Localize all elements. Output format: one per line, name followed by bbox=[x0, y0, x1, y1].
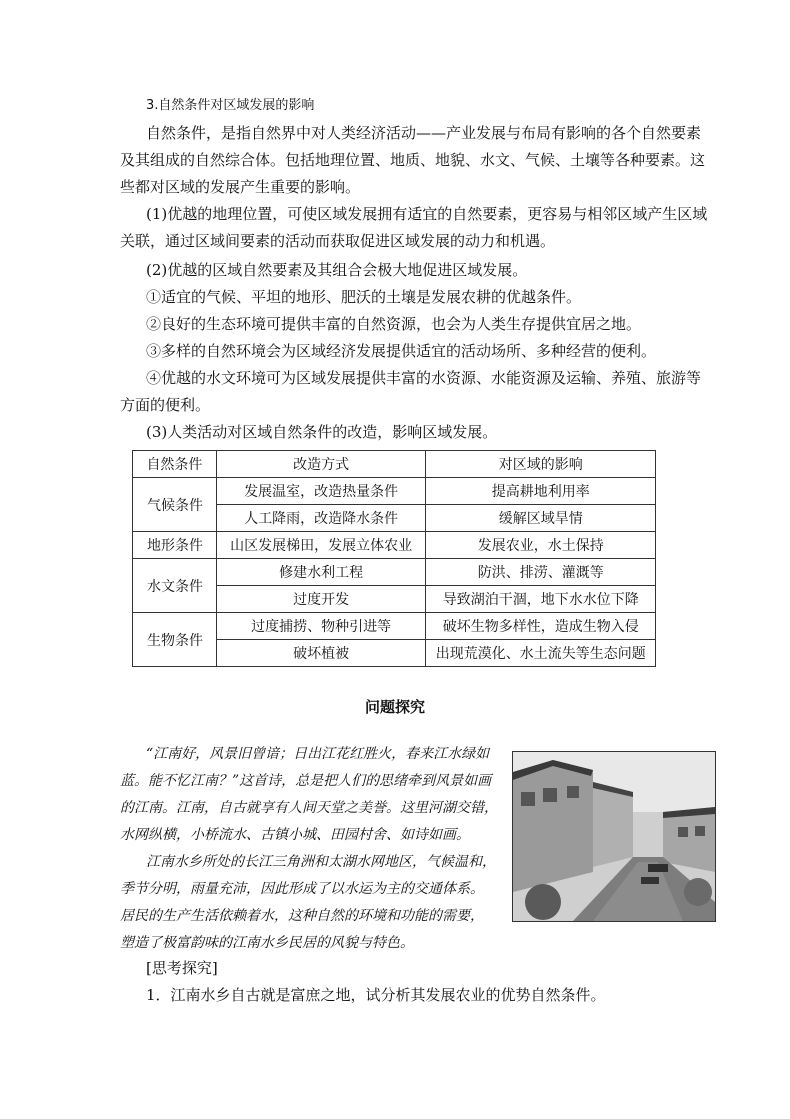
list-item-4-line-1: ④优越的水文环境可为区域发展提供丰富的水资源、水能资源及运输、养殖、旅游等 bbox=[146, 369, 702, 387]
table-row bbox=[133, 478, 656, 505]
intro-line-2: 及其组成的自然综合体。包括地理位置、地质、地貌、水文、气候、土壤等各种要素。这 bbox=[120, 151, 706, 169]
point-3: (3)人类活动对区域自然条件的改造，影响区域发展。 bbox=[146, 423, 498, 441]
story-line: 蓝。能不忆江南？”这首诗，总是把人们的思绪牵到风景如画 bbox=[120, 773, 492, 789]
table-header-row bbox=[133, 451, 656, 478]
list-item: ②良好的生态环境可提供丰富的自然资源，也会为人类生存提供宜居之地。 bbox=[146, 315, 642, 333]
category-cell: 生物条件 bbox=[133, 613, 217, 667]
method-cell: 修建水利工程 bbox=[216, 559, 426, 586]
story-line: 居民的生产生活依赖着水，这种自然的环境和功能的需要， bbox=[120, 908, 484, 924]
story-line: 的江南。江南，自古就享有人间天堂之美誉。这里河湖交错， bbox=[120, 800, 498, 816]
effect-cell: 防洪、排涝、灌溉等 bbox=[426, 559, 656, 586]
story-line: “江南好，风景旧曾谙；日出江花红胜火，春来江水绿如 bbox=[146, 746, 490, 762]
list-item: ③多样的自然环境会为区域经济发展提供适宜的活动场所、多种经营的便利。 bbox=[146, 342, 657, 360]
table-header: 自然条件 bbox=[133, 451, 217, 478]
section-heading: 3.自然条件对区域发展的影响 bbox=[146, 98, 315, 113]
effect-cell: 发展农业，水土保持 bbox=[426, 532, 656, 559]
story-line: 水网纵横，小桥流水、古镇小城、田园村舍、如诗如画。 bbox=[120, 827, 470, 843]
list-item: ①适宜的气候、平坦的地形、肥沃的土壤是发展农耕的优越条件。 bbox=[146, 288, 582, 306]
point-1-line-1: (1)优越的地理位置，可使区域发展拥有适宜的自然要素，更容易与相邻区域产生区域 bbox=[146, 205, 708, 223]
think-label: [思考探究] bbox=[146, 959, 218, 977]
water-town-illustration bbox=[513, 752, 715, 921]
method-cell: 人工降雨，改造降水条件 bbox=[216, 505, 426, 532]
story-line: 江南水乡所处的长江三角洲和太湖水网地区，气候温和， bbox=[146, 854, 496, 870]
water-town-photo bbox=[512, 751, 716, 922]
table-header: 对区域的影响 bbox=[426, 451, 656, 478]
story-line: 季节分明，雨量充沛，因此形成了以水运为主的交通体系。 bbox=[120, 881, 484, 897]
point-2: (2)优越的区域自然要素及其组合会极大地促进区域发展。 bbox=[146, 261, 528, 279]
category-cell: 水文条件 bbox=[133, 559, 217, 613]
table-header: 改造方式 bbox=[216, 451, 426, 478]
method-cell: 发展温室，改造热量条件 bbox=[216, 478, 426, 505]
method-cell: 破坏植被 bbox=[216, 640, 426, 667]
story-line: 塑造了极富韵味的江南水乡民居的风貌与特色。 bbox=[120, 935, 414, 951]
effect-cell: 导致湖泊干涸，地下水水位下降 bbox=[426, 586, 656, 613]
table-row bbox=[133, 532, 656, 559]
method-cell: 山区发展梯田，发展立体农业 bbox=[216, 532, 426, 559]
category-cell: 气候条件 bbox=[133, 478, 217, 532]
table-row bbox=[133, 559, 656, 586]
intro-line-1: 自然条件，是指自然界中对人类经济活动——产业发展与布局有影响的各个自然要素 bbox=[146, 124, 702, 142]
section-title: 问题探究 bbox=[364, 698, 425, 716]
point-1-line-2: 关联，通过区域间要素的活动而获取促进区域发展的动力和机遇。 bbox=[120, 232, 556, 250]
category-cell: 地形条件 bbox=[133, 532, 217, 559]
effect-cell: 缓解区域旱情 bbox=[426, 505, 656, 532]
method-cell: 过度捕捞、物种引进等 bbox=[216, 613, 426, 640]
list-item-4-line-2: 方面的便利。 bbox=[120, 396, 211, 414]
conditions-table bbox=[132, 450, 656, 667]
method-cell: 过度开发 bbox=[216, 586, 426, 613]
question-1: 1．江南水乡自古就是富庶之地，试分析其发展农业的优势自然条件。 bbox=[146, 986, 606, 1004]
effect-cell: 破坏生物多样性，造成生物入侵 bbox=[426, 613, 656, 640]
effect-cell: 提高耕地利用率 bbox=[426, 478, 656, 505]
effect-cell: 出现荒漠化、水土流失等生态问题 bbox=[426, 640, 656, 667]
table-row bbox=[133, 613, 656, 640]
intro-line-3: 些都对区域的发展产生重要的影响。 bbox=[120, 178, 361, 196]
